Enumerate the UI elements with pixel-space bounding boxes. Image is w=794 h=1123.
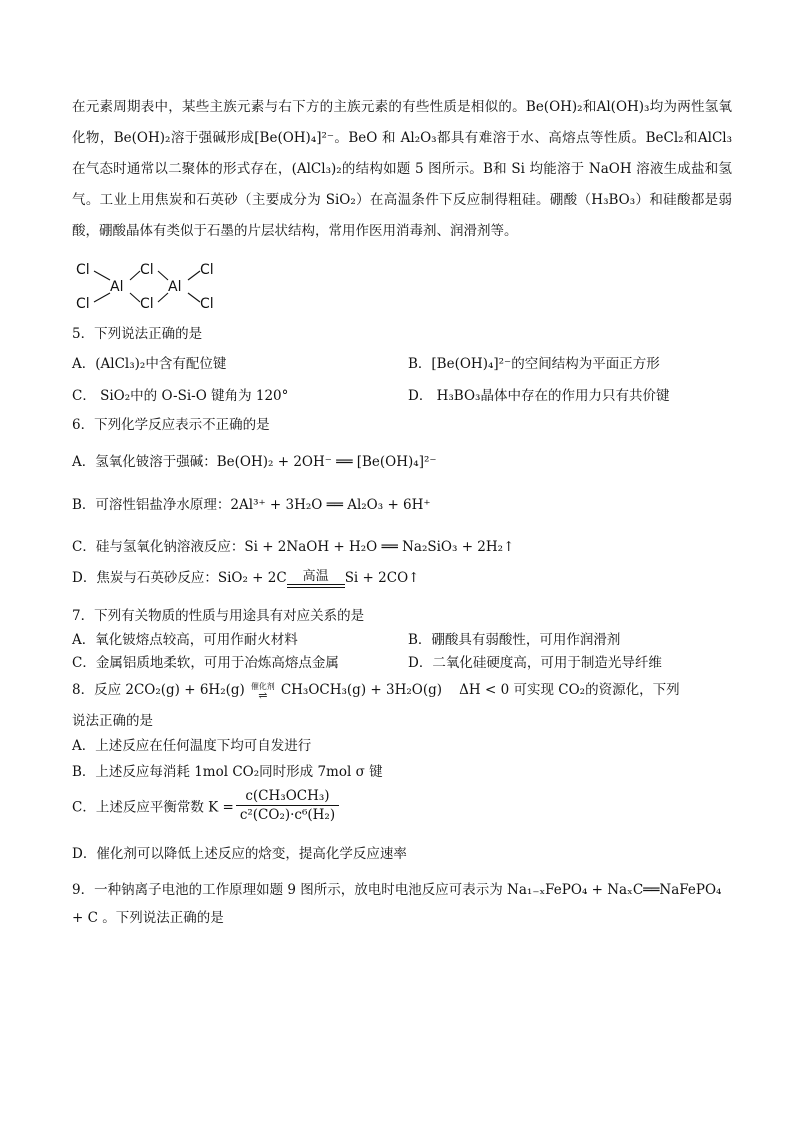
q6-option-c xyxy=(72,535,514,555)
atom-cl-5: Cl xyxy=(200,262,214,278)
q9-stem-line1: 9．一种钠离子电池的工作原理如题 9 图所示，放电时电池反应可表示为 Na₁₋ₓFePO₄ + NaₓC══NaFePO₄ xyxy=(72,882,722,898)
q7-option-a: A．氧化铍熔点较高，可用作耐火材料 xyxy=(72,632,298,648)
q6-option-b-equation: 2Al³⁺ + 3H₂O ══ Al₂O₃ + 6H⁺ xyxy=(230,497,431,513)
q8-option-c-label: C．上述反应平衡常数 K = xyxy=(72,799,234,816)
q5-stem: 5．下列说法正确的是 xyxy=(72,326,203,342)
q5-option-d: D． H₃BO₃晶体中存在的作用力只有共价键 xyxy=(408,388,670,404)
q8-stem-right: ΔH < 0 可实现 CO₂的资源化，下列 xyxy=(459,682,680,698)
intro-paragraph: 在元素周期表中，某些主族元素与右下方的主族元素的有些性质是相似的。Be(OH)₂和Al(OH)₃均为两性氢氧化物，Be(OH)₂溶于强碱形成[Be(OH)₄]²⁻。BeO 和 Al₂O₃都具有难溶于水、高熔点等性质。BeCl₂和AlCl₃在气态时通常以二聚体的形式存在，(AlCl₃)₂的结构如题 5 图所示。B和 Si 均能溶于 NaOH 溶液生成盐和氢气。工业上用焦炭和石英砂（主要成分为 SiO₂）在高温条件下反应制得粗硅。硼酸（H₃BO₃）和硅酸都是弱酸，硼酸晶体有类似于石墨的片层状结构，常用作医用消毒剂、润滑剂等。 xyxy=(72,99,732,239)
alcl3-dimer-structure xyxy=(72,258,232,318)
q7-option-c: C．金属铝质地柔软，可用于冶炼高熔点金属 xyxy=(72,655,339,671)
reaction-condition-text: 高温 xyxy=(302,568,329,584)
atom-cl-3: Cl xyxy=(140,262,154,278)
q8-stem-line2: 说法正确的是 xyxy=(72,713,153,729)
q8-stem-mid: CH₃OCH₃(g) + 3H₂O(g) xyxy=(280,682,442,698)
atom-al-2: Al xyxy=(168,279,182,295)
fraction-numerator: c(CH₃OCH₃) xyxy=(236,788,339,806)
fraction-denominator: c²(CO₂)·c⁶(H₂) xyxy=(239,807,336,823)
q6-option-d-left: SiO₂ + 2C xyxy=(217,570,287,586)
reaction-condition-arrow xyxy=(287,570,345,588)
q6-option-b-label: B．可溶性铝盐净水原理： xyxy=(72,497,231,513)
q6-option-d xyxy=(72,566,419,588)
q5-option-a: A．(AlCl₃)₂中含有配位键 xyxy=(72,356,227,372)
q9-stem-line2: + C 。下列说法正确的是 xyxy=(72,910,224,926)
q5-option-c: C． SiO₂中的 O-Si-O 键角为 120° xyxy=(72,388,289,404)
q6-option-d-label: D．焦炭与石英砂反应： xyxy=(72,570,218,586)
q6-option-d-right: Si + 2CO↑ xyxy=(344,570,420,586)
q8-stem-left: 8．反应 2CO₂(g) + 6H₂(g) xyxy=(72,682,245,698)
q8-option-a: A．上述反应在任何温度下均可自发进行 xyxy=(72,738,312,754)
atom-cl-4: Cl xyxy=(140,296,154,312)
q8-stem xyxy=(72,678,680,700)
q8-catalyst-label: 催化剂 xyxy=(250,681,275,691)
reversible-arrow: 催化剂 ⇌ xyxy=(250,681,275,702)
q8-option-d: D．催化剂可以降低上述反应的焓变，提高化学反应速率 xyxy=(72,846,407,862)
q8-option-c xyxy=(72,788,341,823)
q7-option-b: B．硼酸具有弱酸性，可用作润滑剂 xyxy=(408,632,621,648)
q6-option-b xyxy=(72,493,431,513)
q6-option-a-equation: Be(OH)₂ + 2OH⁻ ══ [Be(OH)₄]²⁻ xyxy=(216,454,437,470)
q7-option-d: D．二氧化硅硬度高，可用于制造光导纤维 xyxy=(408,655,662,671)
atom-cl-1: Cl xyxy=(76,262,90,278)
q6-option-a-label: A．氢氧化铍溶于强碱： xyxy=(72,454,217,470)
q6-stem: 6．下列化学反应表示不正确的是 xyxy=(72,417,270,433)
equilibrium-constant-fraction xyxy=(236,788,339,823)
q6-option-c-equation: Si + 2NaOH + H₂O ══ Na₂SiO₃ + 2H₂↑ xyxy=(244,539,515,555)
atom-cl-2: Cl xyxy=(76,296,90,312)
atom-cl-6: Cl xyxy=(200,296,214,312)
atom-al-1: Al xyxy=(110,279,124,295)
q8-option-b: B．上述反应每消耗 1mol CO₂同时形成 7mol σ 键 xyxy=(72,764,383,780)
q6-option-a xyxy=(72,450,437,470)
q6-option-c-label: C．硅与氢氧化钠溶液反应： xyxy=(72,539,245,555)
q5-option-b: B．[Be(OH)₄]²⁻的空间结构为平面正方形 xyxy=(408,356,660,372)
q7-stem: 7．下列有关物质的性质与用途具有对应关系的是 xyxy=(72,608,365,624)
